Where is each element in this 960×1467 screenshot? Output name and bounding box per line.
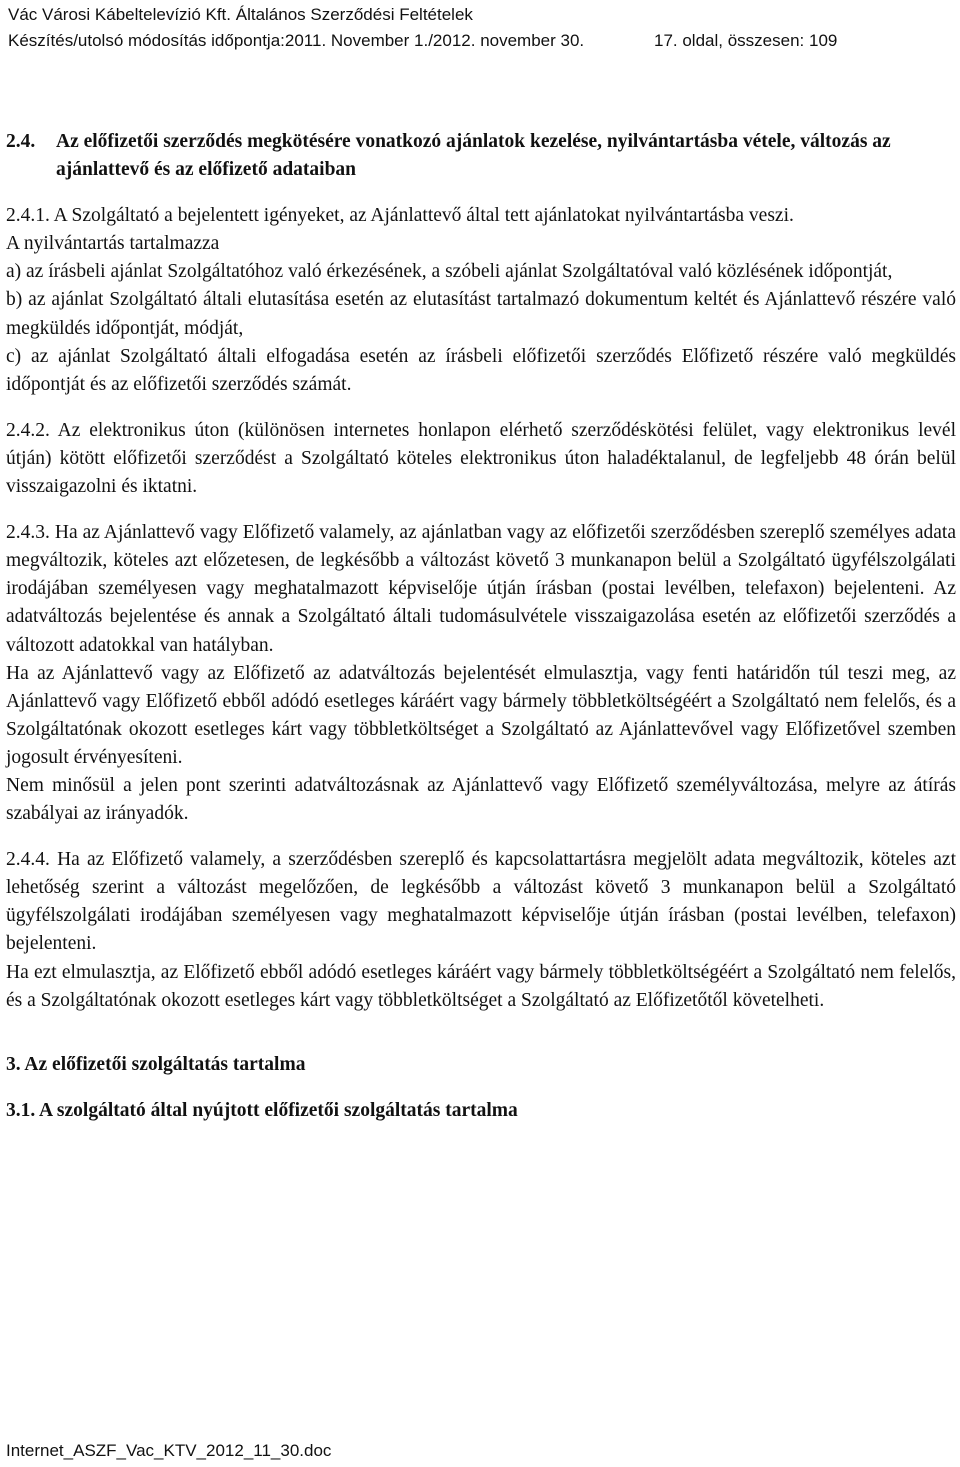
header-page-number: 17. oldal, összesen: 109 bbox=[654, 31, 838, 50]
paragraph-2-4-1: 2.4.1. A Szolgáltató a bejelentett igényeket, az Ajánlattevő által tett ajánlatokat nyilvántartásba veszi. bbox=[6, 205, 794, 227]
paragraph-2-4-4-omission: Ha ezt elmulasztja, az Előfizető ebből adódó esetleges káráért vagy bármely többletköltségéért a Szolgáltató nem felelős, és a Szolgáltatónak okozott esetleges kárt vagy többletköltséget a Szolgáltató az Előfizetőtől követelheti. bbox=[6, 961, 956, 1011]
header-date-line bbox=[8, 28, 956, 54]
section-2-4-title: Az előfizetői szerződés megkötésére vonatkozó ajánlatok kezelése, nyilvántartásba vétele, változás az ajánlattevő és az előfizető adataiban bbox=[56, 131, 891, 181]
header-title: Vác Városi Kábeltelevízió Kft. Általános Szerződési Feltételek bbox=[8, 5, 473, 24]
paragraph-2-4-3-omission: Ha az Ajánlattevő vagy az Előfizető az adatváltozás bejelentését elmulasztja, vagy fenti határidőn túl teszi meg, az Ajánlattevő vagy Előfizető ebből adódó esetleges káráért vagy bármely többletköltségéért a Szolgáltató nem felelős, és a Szolgáltatónak okozott esetleges kárt vagy többletköltséget a Szolgáltató az Ajánlattevővel vagy Előfizetővel szemben jogosult érvényesíteni. bbox=[6, 662, 956, 768]
header-modified-date: Készítés/utolsó módosítás időpontja:2011. November 1./2012. november 30. bbox=[8, 31, 585, 50]
paragraph-2-4-1-c: c) az ajánlat Szolgáltató általi elfogadása esetén az írásbeli előfizetői szerződés Előfizető részére való megküldés időpontját és az előfizetői szerződés számát. bbox=[6, 345, 956, 395]
paragraph-2-4-4: 2.4.4. Ha az Előfizető valamely, a szerződésben szereplő és kapcsolattartásra megjelölt adata megváltozik, köteles azt lehetőség szerint a változást megelőzően, de legkésőbb a változást követő 3 munkanapon belül a Szolgáltató ügyfélszolgálati irodájában személyesen vagy meghatalmazott képviselője útján írásban (postai levélben, telefaxon) bejelenteni. bbox=[6, 849, 956, 955]
document-body bbox=[6, 128, 956, 1125]
section-3-1-heading: 3.1. A szolgáltató által nyújtott előfizetői szolgáltatás tartalma bbox=[6, 1099, 518, 1121]
section-3-heading: 3. Az előfizetői szolgáltatás tartalma bbox=[6, 1053, 306, 1075]
paragraph-2-4-1-a: a) az írásbeli ajánlat Szolgáltatóhoz való érkezésének, a szóbeli ajánlat Szolgáltatóval való közlésének időpontját, bbox=[6, 261, 893, 283]
section-2-4-number: 2.4. bbox=[6, 131, 36, 152]
paragraph-2-4-1-b: b) az ajánlat Szolgáltató általi elutasítása esetén az elutasítást tartalmazó dokumentum keltét és Ajánlattevő részére való megküldés időpontját, módját, bbox=[6, 289, 956, 339]
section-2-4-heading bbox=[6, 128, 956, 184]
paragraph-2-4-1-intro: A nyilvántartás tartalmazza bbox=[6, 233, 220, 255]
page-footer-filename: Internet_ASZF_Vac_KTV_2012_11_30.doc bbox=[6, 1441, 332, 1460]
paragraph-2-4-3: 2.4.3. Ha az Ajánlattevő vagy Előfizető valamely, az ajánlatban vagy az előfizetői szerződésben szereplő személyes adata megváltozik, köteles azt előzetesen, de legkésőbb a változást követő 3 munkanapon belül a Szolgáltató ügyfélszolgálati irodájában személyesen vagy meghatalmazott képviselője útján írásban (postai levélben, telefaxon) bejelenteni. Az adatváltozás bejelentése és annak a Szolgáltató általi tudomásulvétele visszaigazolása esetén az előfizetői szerződés a változott adatokkal van hatályban. bbox=[6, 522, 956, 656]
paragraph-2-4-3-exception: Nem minősül a jelen pont szerinti adatváltozásnak az Ajánlattevő vagy Előfizető személyváltozása, melyre az átírás szabályai az irányadók. bbox=[6, 774, 956, 825]
paragraph-2-4-2: 2.4.2. Az elektronikus úton (különösen internetes honlapon elérhető szerződéskötési felület, vagy elektronikus levél útján) kötött előfizetői szerződést a Szolgáltató köteles elektronikus úton haladéktalanul, de legfeljebb 48 órán belül visszaigazolni és iktatni. bbox=[6, 419, 956, 498]
